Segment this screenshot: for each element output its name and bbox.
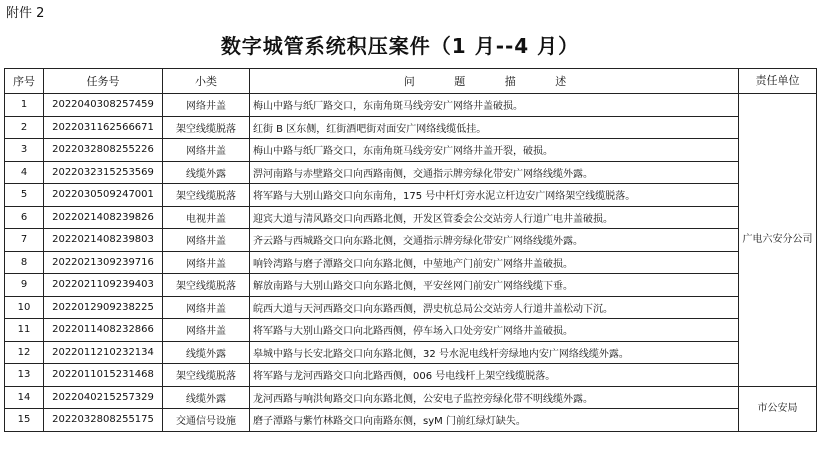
- table-row: [5, 386, 817, 409]
- header-seq: 序号: [5, 69, 44, 94]
- cell-description: 将军路与大别山路交口向东南角，175 号中杆灯旁水泥立杆边安广网络架空线缆脱落。: [250, 184, 739, 207]
- table-row: [5, 274, 817, 297]
- cell-seq: 8: [5, 251, 44, 274]
- cell-seq: 15: [5, 409, 44, 432]
- cell-unit-police: 市公安局: [739, 386, 817, 431]
- cell-unit-broadcast: 广电六安分公司: [739, 94, 817, 387]
- cell-description: 响铃湾路与磨子潭路交口向东路北侧，中堃地产门前安广网络井盖破损。: [250, 251, 739, 274]
- table-row: [5, 94, 817, 117]
- cell-category: 网络井盖: [163, 94, 250, 117]
- cell-description: 皋城中路与长安北路交口向东路北侧，32 号水泥电线杆旁绿地内安广网络线缆外露。: [250, 341, 739, 364]
- cell-description: 淠河南路与赤壁路交口向西路南侧，交通指示牌旁绿化带安广网络线缆外露。: [250, 161, 739, 184]
- cell-description: 龙河西路与响洪甸路交口向东路北侧，公安电子监控旁绿化带不明线缆外露。: [250, 386, 739, 409]
- cell-seq: 2: [5, 116, 44, 139]
- cell-task-no: 2022012909238225: [44, 296, 163, 319]
- cell-seq: 7: [5, 229, 44, 252]
- cell-category: 交通信号设施: [163, 409, 250, 432]
- cell-seq: 6: [5, 206, 44, 229]
- cell-category: 架空线缆脱落: [163, 184, 250, 207]
- header-description: 问 题 描 述: [250, 69, 739, 94]
- cell-description: 红街 B 区东侧，红街酒吧街对面安广网络线缆低挂。: [250, 116, 739, 139]
- cell-task-no: 2022032808255226: [44, 139, 163, 162]
- cell-task-no: 2022032315253569: [44, 161, 163, 184]
- table-header-row: [5, 69, 817, 94]
- cell-task-no: 2022031162566671: [44, 116, 163, 139]
- header-unit: 责任单位: [739, 69, 817, 94]
- cell-seq: 1: [5, 94, 44, 117]
- table-row: [5, 319, 817, 342]
- cell-description: 迎宾大道与清风路交口向西路北侧，开发区管委会公交站旁人行道广电井盖破损。: [250, 206, 739, 229]
- cell-category: 架空线缆脱落: [163, 364, 250, 387]
- cell-task-no: 2022021309239716: [44, 251, 163, 274]
- cell-task-no: 2022040308257459: [44, 94, 163, 117]
- table-row: [5, 229, 817, 252]
- cell-task-no: 2022011408232866: [44, 319, 163, 342]
- cell-task-no: 2022032808255175: [44, 409, 163, 432]
- cell-description: 梅山中路与纸厂路交口，东南角斑马线旁安广网络井盖开裂，破损。: [250, 139, 739, 162]
- cell-description: 将军路与大别山路交口向北路西侧，停车场入口处旁安广网络井盖破损。: [250, 319, 739, 342]
- table-row: [5, 409, 817, 432]
- cell-seq: 11: [5, 319, 44, 342]
- table-row: [5, 184, 817, 207]
- cell-task-no: 2022040215257329: [44, 386, 163, 409]
- cell-category: 线缆外露: [163, 161, 250, 184]
- table-row: [5, 161, 817, 184]
- header-task-no: 任务号: [44, 69, 163, 94]
- cell-seq: 10: [5, 296, 44, 319]
- table-row: [5, 296, 817, 319]
- cell-category: 网络井盖: [163, 251, 250, 274]
- page-title: 数字城管系统积压案件（1 月--4 月）: [220, 34, 580, 58]
- table-row: [5, 251, 817, 274]
- cell-category: 电视井盖: [163, 206, 250, 229]
- table-row: [5, 364, 817, 387]
- cell-category: 架空线缆脱落: [163, 116, 250, 139]
- cell-description: 将军路与龙河西路交口向北路西侧，006 号电线杆上架空线缆脱落。: [250, 364, 739, 387]
- table-row: [5, 139, 817, 162]
- cases-table: [4, 68, 817, 432]
- cell-seq: 4: [5, 161, 44, 184]
- cell-category: 网络井盖: [163, 296, 250, 319]
- cell-category: 网络井盖: [163, 229, 250, 252]
- table-row: [5, 206, 817, 229]
- cell-category: 线缆外露: [163, 341, 250, 364]
- attachment-label: 附件 2: [6, 6, 45, 21]
- cell-description: 梅山中路与纸厂路交口，东南角斑马线旁安广网络井盖破损。: [250, 94, 739, 117]
- cell-task-no: 2022021109239403: [44, 274, 163, 297]
- cell-seq: 14: [5, 386, 44, 409]
- header-category: 小类: [163, 69, 250, 94]
- cell-category: 架空线缆脱落: [163, 274, 250, 297]
- cell-category: 网络井盖: [163, 139, 250, 162]
- table-row: [5, 116, 817, 139]
- cell-task-no: 2022011210232134: [44, 341, 163, 364]
- cell-description: 解放南路与大别山路交口向东路北侧，平安丝网门前安广网络线缆下垂。: [250, 274, 739, 297]
- table-row: [5, 341, 817, 364]
- cell-description: 齐云路与西城路交口向东路北侧，交通指示牌旁绿化带安广网络线缆外露。: [250, 229, 739, 252]
- cell-task-no: 2022030509247001: [44, 184, 163, 207]
- cell-task-no: 2022011015231468: [44, 364, 163, 387]
- cell-seq: 3: [5, 139, 44, 162]
- cell-task-no: 2022021408239803: [44, 229, 163, 252]
- cell-seq: 13: [5, 364, 44, 387]
- cell-seq: 12: [5, 341, 44, 364]
- cell-seq: 9: [5, 274, 44, 297]
- cell-description: 磨子潭路与紫竹林路交口向南路东侧，syM 门前红绿灯缺失。: [250, 409, 739, 432]
- cell-task-no: 2022021408239826: [44, 206, 163, 229]
- cell-category: 网络井盖: [163, 319, 250, 342]
- cell-category: 线缆外露: [163, 386, 250, 409]
- cell-seq: 5: [5, 184, 44, 207]
- cell-description: 皖西大道与天河西路交口向东路西侧，淠史杭总局公交站旁人行道井盖松动下沉。: [250, 296, 739, 319]
